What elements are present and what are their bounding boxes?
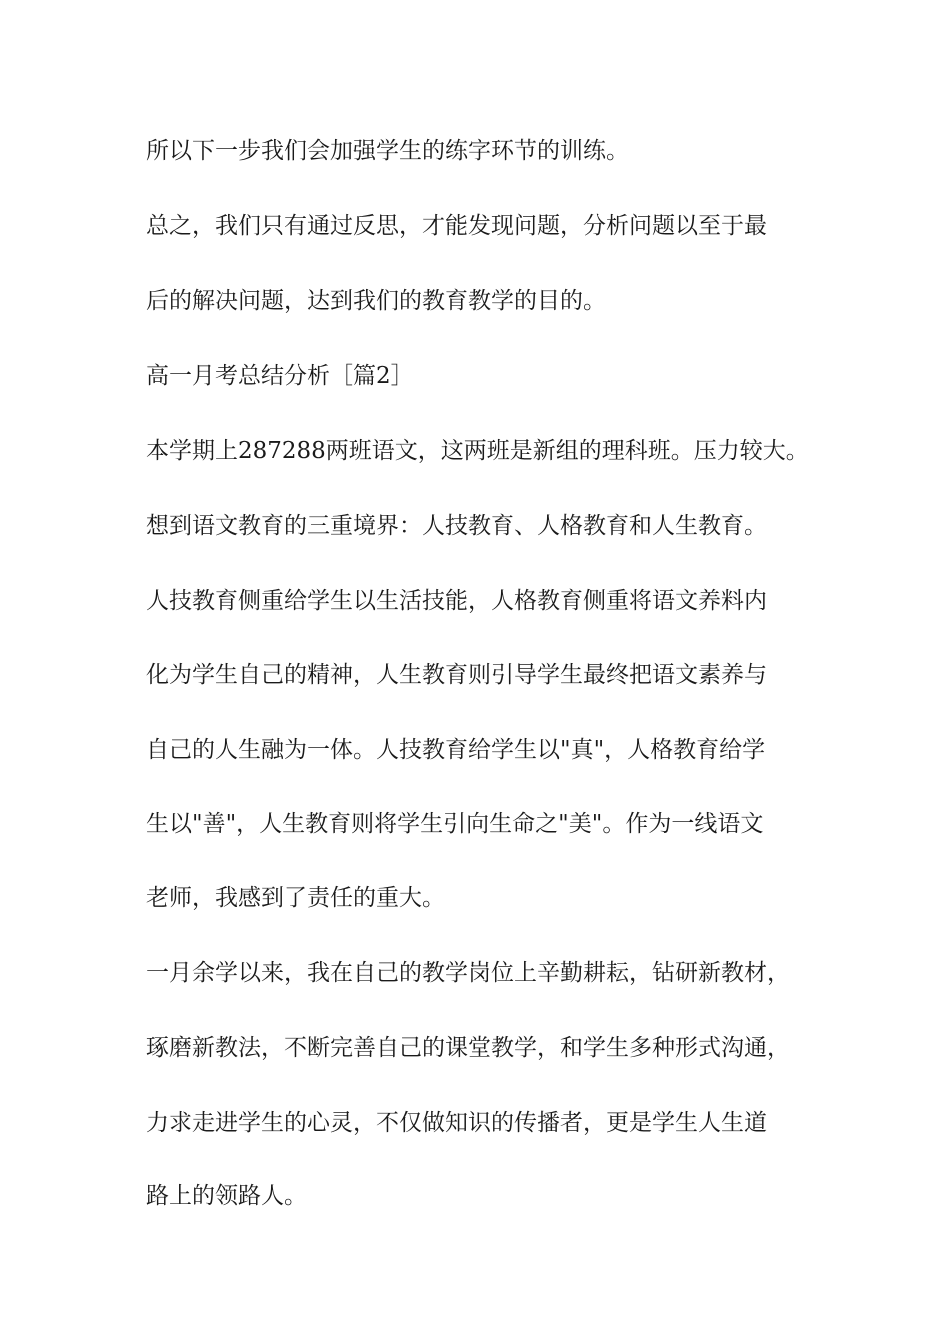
text-line: 一月余学以来，我在自己的教学岗位上辛勤耕耘，钻研新教材， xyxy=(146,960,790,986)
text-line: 总之，我们只有通过反思，才能发现问题，分析问题以至于最 xyxy=(146,213,767,239)
text-line: 老师，我感到了责任的重大。 xyxy=(146,885,445,911)
text-line: 所以下一步我们会加强学生的练字环节的训练。 xyxy=(146,138,629,164)
text-line: 人技教育侧重给学生以生活技能，人格教育侧重将语文养料内 xyxy=(146,588,767,614)
section-heading: 高一月考总结分析［篇2］ xyxy=(146,363,414,389)
text-line: 力求走进学生的心灵，不仅做知识的传播者，更是学生人生道 xyxy=(146,1110,767,1136)
text-line: 后的解决问题，达到我们的教育教学的目的。 xyxy=(146,288,606,314)
text-line: 自己的人生融为一体。人技教育给学生以"真"，人格教育给学 xyxy=(146,737,766,763)
text-line: 本学期上287288两班语文，这两班是新组的理科班。压力较大。 xyxy=(146,438,809,464)
text-line: 想到语文教育的三重境界：人技教育、人格教育和人生教育。 xyxy=(146,513,767,539)
text-line: 琢磨新教法，不断完善自己的课堂教学，和学生多种形式沟通， xyxy=(146,1035,790,1061)
text-line: 化为学生自己的精神，人生教育则引导学生最终把语文素养与 xyxy=(146,662,767,688)
text-line: 生以"善"，人生教育则将学生引向生命之"美"。作为一线语文 xyxy=(146,811,764,837)
text-line: 路上的领路人。 xyxy=(146,1183,307,1209)
